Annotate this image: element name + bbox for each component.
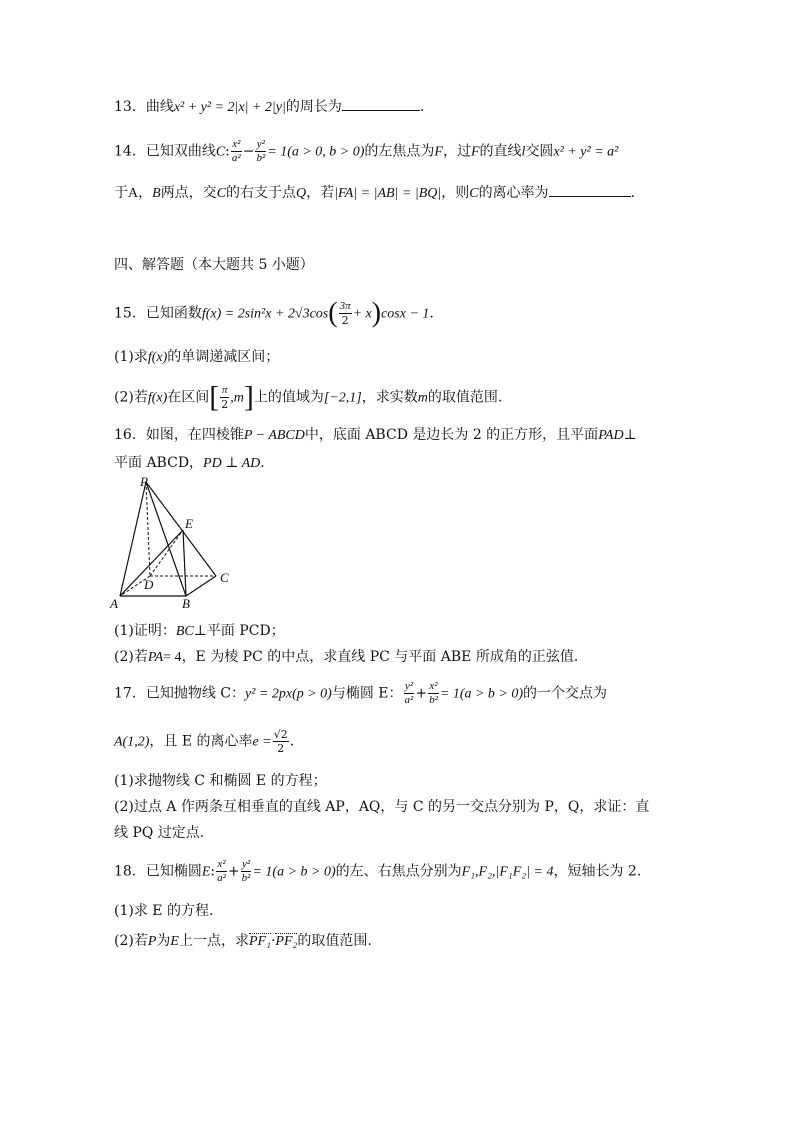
- math-var: F: [434, 144, 443, 160]
- text: ⊥: [623, 427, 637, 443]
- math-expression: x² + y² = a²: [553, 144, 619, 160]
- math-expression: A(1,2): [114, 734, 150, 750]
- question-17-line-1: 17．已知抛物线 C：y² = 2px(p > 0)与椭圆 E： $\frac{\text{y²}}{\text{a²}}$ + $\frac{\text{x²}}{\text{b²}}$ = 1(a > b > 0)的一个交点为: [114, 680, 608, 706]
- math-expression: |F₁F₂| = 4: [495, 864, 554, 880]
- text: 已知函数: [145, 305, 202, 322]
- question-15-part-1: [114, 346, 279, 366]
- math-var: Q: [296, 186, 307, 201]
- fraction-den: a²: [404, 694, 414, 706]
- math-var: C: [215, 144, 226, 160]
- question-15-part-2: [114, 380, 503, 414]
- text: 中，底面 ABCD 是边长为 2 的正方形，且平面: [304, 427, 599, 443]
- text: ⊥平面 PCD；: [193, 623, 285, 639]
- vector-PF2: PF₂: [275, 934, 298, 949]
- paren-left: (: [328, 297, 338, 329]
- math-expression: PD ⊥ AD: [203, 456, 261, 471]
- fraction: [241, 858, 252, 885]
- answer-blank[interactable]: [342, 98, 420, 111]
- text: 的取值范围.: [297, 933, 372, 949]
- math-expression: + x: [352, 306, 372, 322]
- fraction-den: a²: [217, 872, 226, 884]
- edge-PD: [146, 482, 150, 576]
- text: .: [289, 733, 295, 750]
- text: .: [630, 185, 636, 201]
- bracket-left: [: [209, 380, 220, 414]
- math-expression: = 1(a > b > 0): [252, 864, 336, 880]
- text: 与椭圆 E：: [331, 685, 403, 702]
- question-18-part-2: [114, 930, 372, 950]
- fraction-den: b²: [429, 694, 438, 706]
- text: 的直线: [479, 143, 522, 160]
- fraction-num: √2: [273, 728, 288, 741]
- fraction: [273, 728, 289, 755]
- fraction-num: x²: [232, 138, 241, 150]
- text: ．: [260, 455, 275, 471]
- question-number: 13．: [114, 99, 146, 115]
- text: (1)证明：: [114, 623, 176, 639]
- math-var: m: [417, 390, 428, 406]
- text: 已知抛物线 C：: [145, 685, 245, 702]
- text: (2)若: [114, 389, 148, 406]
- math-var: A: [128, 186, 139, 201]
- text: 已知椭圆: [145, 863, 202, 880]
- math-var: C: [469, 186, 479, 201]
- math-var: E: [170, 934, 179, 949]
- text: 曲线: [145, 99, 174, 115]
- question-number: 17．: [114, 685, 146, 702]
- text: (2)若: [114, 649, 148, 665]
- fraction-den: b²: [241, 872, 251, 884]
- question-number: 18．: [114, 863, 146, 880]
- fraction: [255, 138, 266, 165]
- text: .: [429, 305, 434, 322]
- question-18-part-1: (1)求 E 的方程.: [114, 903, 214, 919]
- fraction-den: b²: [256, 152, 266, 164]
- math-var: E: [201, 864, 211, 880]
- fraction: [339, 300, 352, 327]
- question-16-part-1: [114, 620, 285, 640]
- text: ，则: [441, 185, 470, 201]
- question-17-line-2: [114, 728, 294, 755]
- math-expression: cosx − 1: [381, 306, 430, 322]
- edge-PA: [120, 482, 146, 596]
- text: 于: [114, 185, 128, 201]
- text: 两点，交: [160, 185, 217, 201]
- text: 如图，在四棱锥: [145, 427, 244, 443]
- question-17-part-1: (1)求抛物线 C 和椭圆 E 的方程；: [114, 773, 327, 789]
- text: 的一个交点为: [523, 685, 608, 702]
- edge-BC: [186, 576, 216, 596]
- question-number: 14．: [114, 143, 146, 160]
- question-17-part-2-line-2: 线 PQ 过定点.: [114, 825, 205, 841]
- math-expression: ,m: [230, 390, 244, 406]
- text: 上的值域为: [253, 389, 324, 406]
- text: 交圆: [525, 143, 554, 160]
- text: 为: [156, 933, 171, 949]
- question-13: [114, 96, 424, 116]
- label-B: B: [182, 596, 190, 610]
- fraction-den: 2: [341, 314, 349, 327]
- label-P: P: [140, 474, 148, 489]
- math-expression: [−2,1]: [323, 390, 362, 406]
- answer-blank[interactable]: [549, 184, 631, 197]
- fraction: [220, 384, 229, 411]
- math-var: B: [152, 186, 161, 201]
- label-E: E: [185, 516, 193, 531]
- question-16-line-2: [114, 452, 274, 472]
- fraction-den: 2: [221, 398, 229, 411]
- bracket-right: ]: [243, 380, 254, 414]
- text: 的单调递减区间；: [167, 349, 280, 365]
- math-expression: F₁,F₂,: [461, 864, 496, 880]
- fraction: [231, 138, 242, 165]
- edge-BE: [183, 530, 186, 596]
- pyramid-figure: [108, 472, 238, 610]
- math-expression: x² + y² = 2|x| + 2|y|: [173, 100, 286, 115]
- text: 的左焦点为: [364, 143, 435, 160]
- edge-DE: [150, 530, 183, 576]
- fraction: [404, 680, 415, 707]
- question-17-part-2-line-1: (2)过点 A 作两条互相垂直的直线 AP，AQ，与 C 的另一交点分别为 P，Q，求证：直: [114, 799, 650, 815]
- text: ·: [270, 933, 276, 949]
- section-heading: 四、解答题（本大题共 5 小题）: [114, 257, 314, 273]
- math-var: P: [147, 934, 157, 949]
- text: ，且 E 的离心率: [149, 733, 253, 750]
- text: (2)若: [114, 933, 148, 949]
- fraction-num: x²: [217, 858, 226, 870]
- fraction-num: x²: [429, 680, 438, 692]
- text: 的右支于点: [226, 185, 297, 201]
- question-14-line-1: 14．已知双曲线C: $\frac{\text{x²}}{\text{a²}}$ − $\frac{\text{y²}}{\text{b²}}$ = 1(a > 0, b > 0)的左焦点为F，过F的直线l交圆x² + y² = a²: [114, 138, 619, 164]
- math-var: l: [521, 144, 526, 160]
- fraction: [428, 680, 439, 707]
- question-16-part-2: [114, 646, 588, 666]
- math-var: F: [470, 144, 480, 160]
- text: ，E 为棱 PC 的中点，求直线 PC 与平面 ABE 所成角的正弦值．: [181, 649, 588, 665]
- text: 的取值范围.: [427, 389, 503, 406]
- math-expression: = 1(a > 0, b > 0): [267, 144, 365, 160]
- fraction-den: a²: [231, 152, 241, 164]
- question-14-line-2: [114, 182, 635, 202]
- text: (1)求: [114, 349, 148, 365]
- fraction-num: π: [222, 384, 228, 396]
- label-C: C: [220, 570, 229, 585]
- text: 的离心率为: [478, 185, 549, 201]
- math-expression: f(x): [147, 350, 168, 365]
- text: ，若: [306, 185, 335, 201]
- vector-PF1: PF₁: [248, 934, 271, 949]
- text: 的周长为: [285, 99, 342, 115]
- text: ，求实数: [361, 389, 418, 406]
- math-expression: = 4: [163, 650, 182, 665]
- math-var: PA: [147, 650, 164, 665]
- math-expression: |FA| = |AB| = |BQ|: [334, 186, 442, 201]
- fraction-den: 2: [277, 742, 285, 755]
- text: ，过: [442, 143, 471, 160]
- text: 在区间: [167, 389, 210, 406]
- math-var: C: [216, 186, 227, 201]
- fraction-num: 3π: [339, 300, 351, 312]
- math-expression: f(x) = 2sin²x + 2√3cos: [201, 306, 329, 322]
- text: .: [419, 99, 425, 115]
- text: ，: [138, 185, 153, 201]
- question-16-line-1: [114, 424, 637, 444]
- text: 的左、右焦点分别为: [335, 863, 462, 880]
- question-18: 18．已知椭圆E: $\frac{\text{x²}}{\text{a²}}$ + $\frac{\text{y²}}{\text{b²}}$ = 1(a > b > 0)的左、右焦点分别为F₁,F₂,|F₁F₂| = 4，短轴长为 2.: [114, 858, 642, 884]
- edge-PC: [146, 482, 216, 576]
- label-D: D: [144, 577, 154, 592]
- text: 已知双曲线: [145, 143, 216, 160]
- math-expression: = 1(a > b > 0): [439, 686, 524, 702]
- label-A: A: [110, 596, 118, 610]
- fraction-num: y²: [404, 680, 414, 692]
- text: 上一点，求: [178, 933, 249, 949]
- paren-right: ): [371, 297, 382, 329]
- math-expression: BC: [175, 624, 194, 639]
- fraction-num: y²: [256, 138, 265, 150]
- text: ，短轴长为 2.: [553, 863, 642, 880]
- math-expression: P − ABCD: [243, 428, 305, 443]
- text: 平面 ABCD，: [114, 455, 204, 471]
- question-number: 16．: [114, 427, 146, 443]
- math-expression: y² = 2px(p > 0): [245, 686, 332, 702]
- math-expression: PAD: [598, 428, 624, 443]
- fraction-num: y²: [241, 858, 251, 870]
- fraction: [216, 858, 227, 885]
- math-expression: e =: [252, 734, 272, 750]
- question-15: [114, 297, 434, 329]
- math-expression: f(x): [147, 390, 168, 406]
- question-number: 15．: [114, 305, 146, 322]
